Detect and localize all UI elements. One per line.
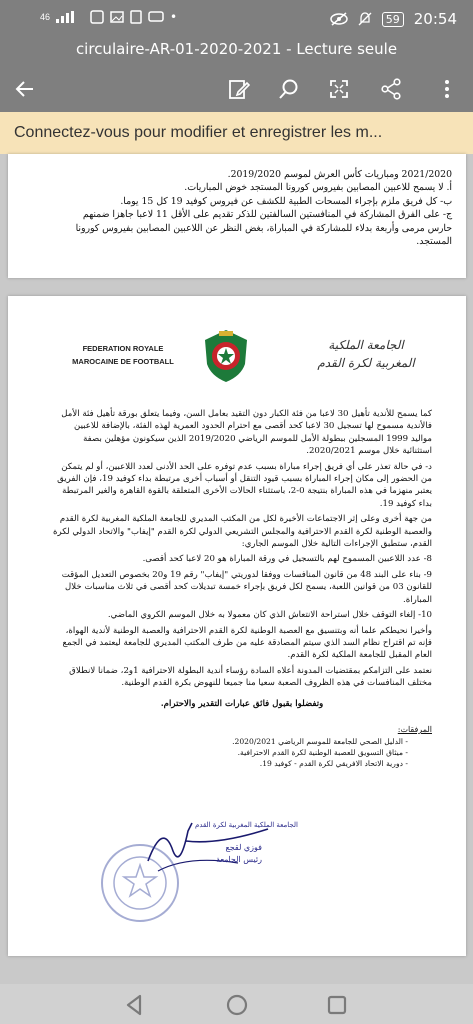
signal-icon [56,11,84,23]
more-vert-icon [443,78,451,100]
sim-icon [130,10,142,24]
paragraph: 10- إلغاء التوقف خلال استراحة الانتعاش الذي كان معمولا به خلال الموسم الكروي الماضي. [107,610,432,621]
signer-title: رئيس الجامعة [216,855,262,864]
more-options-button[interactable] [430,72,464,106]
federation-logo [201,328,251,384]
edit-button[interactable] [222,72,256,106]
attachment-item: - دورية الاتحاد الافريقي لكرة القدم - كوفيد 19. [259,759,408,769]
attachments-list [52,736,432,769]
page1-line: أ. لا يسمح للاعبين المصابين بفيروس كورونا المستجد خوض المباريات. [184,182,452,194]
edit-icon [228,78,250,100]
header-ar [306,336,426,372]
page1-body [22,168,452,248]
battery-badge: 59 [382,12,404,27]
document-title: circulaire-AR-01-2020-2021 - Lecture seule [0,38,473,66]
attachments-title: المرفقات: [397,724,432,734]
page1-line: 2021/2020 ومباريات كأس العرش لموسم 2019/2020. [227,169,452,180]
paragraph: وأخيرا نحيطكم علما أنه وبتنسيق مع العصبة الوطنية لكرة القدم الاحترافية والعصبة الوطنية لأندية الهواة، فإنه تم اقتراح نظام السد الذي سيتم المصادقة عليه من طرف المكتب المديري للجامعة ليعتمد في الجمع العام المقبل للجامعة الملكية لكرة القدم. [62,625,432,661]
header-fr-line2: MAROCAINE DE FOOTBALL [72,357,174,366]
header-ar-line2: المغربية لكرة القدم [317,356,415,370]
search-button[interactable] [272,72,306,106]
page1-line: حارس مرمى وأربعة بدلاء للمشاركة في المباراة، بغض النظر عن اللاعبين المصابين بفيروس كورونا [75,222,452,234]
search-icon [278,78,300,100]
fullscreen-icon [328,78,350,100]
attachment-item: - ميثاق التسويق للعصبة الوطنية لكرة القدم الاحترافية. [237,748,408,758]
signin-banner[interactable]: Connectez-vous pour modifier et enregistrer les m... [0,112,473,154]
clock: 20:54 [413,10,457,28]
back-button[interactable] [8,72,42,106]
signer-name: فوزي لقجع [225,843,262,852]
paragraph: كما يسمح للأندية تأهيل 30 لاعبا من فئة الكبار دون التقيد بعامل السن، وفيما يتعلق بورقة تأهيل فئة الأمل فالأندية مسموح لها تسجيل 30 لاعبا كحد أقصى مع احترام الحدود العمرية لهذه الفئة، بالإضافة للاعبين مواليد 1999 المسجلين ببطولة الأمل للموسم الرياضي 2019/2020 الذين سيكونون مؤهلين بصفة استثنائية خلال موسم 2020/2021. [61,409,432,457]
official-seal [98,841,182,925]
status-bar [0,0,473,38]
paragraph: 9- بناء على البند 48 من قانون المنافسات ووفقا لدوريتي "إيفاب" رقم 19 و20 بخصوص التعديل المؤقت للقانون 03 من قوانين اللعبة، يسمح لكل فريق بإجراء خمسة تبديلات كحد أقصى في ثلاث مناسبات خلال المباراة. [61,569,432,605]
page1-line: ج- على الفرق المشاركة في المنافستين السالفتين للذكر تقديم على الأقل 11 لاعبا جاهزا ضمنهم [82,209,452,221]
mute-icon [358,12,372,26]
header-ar-line1: الجامعة الملكية [328,338,404,352]
signature-stamp-text: الجامعة الملكية المغربية لكرة القدم [194,821,298,829]
system-nav-bar [0,984,473,1024]
nav-recents-button[interactable] [322,990,352,1020]
arrow-left-icon [13,77,37,101]
paragraph: د- في حالة تعذر على أي فريق إجراء مباراة بسبب عدم توفره على الحد الأدنى لعدد اللاعبين، أو لم يتمكن من الحضور إلى مكان إجراء المباراة بسبب قيود التنقل أو أسباب أخرى مرتبطة بداء كوفيد 19، فإن الفريق يعتبر منهزما في هذه المباراة بنتيجة 0-2، باستثناء الحالات الأخرى المتعلقة بالقوة القاهرة والغير المرتبطة بداء كوفيد 19. [57,461,432,509]
paragraph: 8- عدد اللاعبين المسموح لهم بالتسجيل في ورقة المباراة هو 20 لاعبا كحد أقصى. [142,554,432,565]
document-page-2 [8,296,466,956]
paragraph: من جهة أخرى وعلى إثر الاجتماعات الأخيرة لكل من المكتب المديري للجامعة الملكية المغربية لكرة القدم والعصبة الوطنية لكرة القدم الاحترافية والمجلس التشريعي الدولي لكرة القدم "إيفاب" والاتحاد الدولي لكرة القدم، ستطبق الإجراءات التالية خلال الموسم الجاري: [52,514,432,550]
page1-line: ب- كل فريق ملزم بإجراء المسحات الطبية للكشف عن فيروس كوفيد 19 كل 15 يوما. [120,195,452,207]
header-fr [68,342,178,368]
gallery-icon [110,10,124,24]
header-fr-line1: FEDERATION ROYALE [82,344,164,353]
toolbar [0,66,473,112]
cut-text-line [22,154,452,165]
nav-home-button[interactable] [222,990,252,1020]
message-icon [148,10,164,24]
attachment-item: - الدليل الصحي للجامعة للموسم الرياضي 2020/2021. [232,737,408,747]
paragraph: نعتمد على التزامكم بمقتضيات المدونة أعلاه السادة رؤساء أندية البطولة الاحترافية 1و2، ضمانا لانطلاق مختلف المنافسات في هذه الظروف الصعبة سعيا منا جميعا للنهوض بكرة القدم الوطنية. [69,665,432,689]
closing-text: وتفضلوا بقبول فائق عبارات التقدير والاحترام. [160,698,324,709]
fullscreen-button[interactable] [322,72,356,106]
nav-back-button[interactable] [120,990,150,1020]
share-button[interactable] [374,72,408,106]
eye-icon [330,12,348,26]
more-dots-icon: • [170,10,178,24]
page1-line: المستجد. [416,236,452,248]
document-page-1 [8,154,466,278]
share-icon [380,78,402,100]
page2-body [52,408,432,769]
signal-label: 46 [40,12,51,22]
notification-icon [90,10,104,24]
